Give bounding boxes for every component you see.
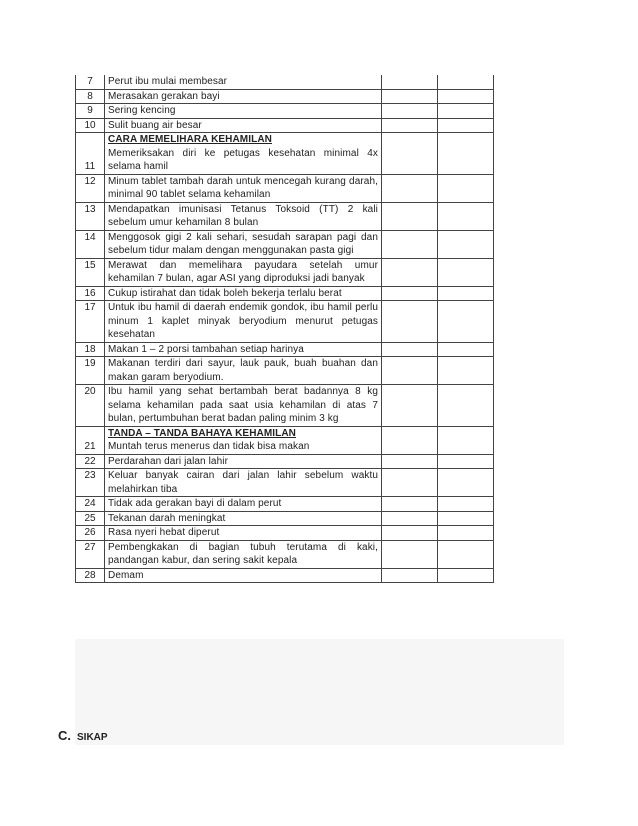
row-number: 7 [76, 75, 105, 89]
row-number: 20 [76, 385, 105, 427]
answer-cell-1 [382, 75, 438, 89]
answer-cell-2 [438, 286, 494, 301]
answer-cell-1 [382, 174, 438, 202]
table-row [76, 469, 494, 497]
checklist-table [75, 75, 494, 583]
answer-cell-2 [438, 230, 494, 258]
answer-cell-2 [438, 540, 494, 568]
row-number: 12 [76, 174, 105, 202]
answer-cell-1 [382, 526, 438, 541]
row-statement: Tekanan darah meningkat [105, 511, 382, 526]
answer-cell-2 [438, 301, 494, 343]
table-row [76, 342, 494, 357]
table-row [76, 133, 494, 175]
table-row [76, 104, 494, 119]
answer-cell-2 [438, 75, 494, 89]
answer-cell-2 [438, 454, 494, 469]
table-row [76, 230, 494, 258]
row-number: 8 [76, 89, 105, 104]
answer-cell-2 [438, 385, 494, 427]
row-number: 13 [76, 202, 105, 230]
answer-cell-1 [382, 357, 438, 385]
table-row [76, 118, 494, 133]
answer-cell-2 [438, 118, 494, 133]
row-number: 17 [76, 301, 105, 343]
table-row [76, 357, 494, 385]
answer-cell-1 [382, 426, 438, 454]
page-footer-area [75, 639, 564, 745]
answer-cell-2 [438, 104, 494, 119]
row-number: 16 [76, 286, 105, 301]
answer-cell-1 [382, 202, 438, 230]
answer-cell-1 [382, 469, 438, 497]
answer-cell-1 [382, 230, 438, 258]
row-number: 19 [76, 357, 105, 385]
table-row [76, 174, 494, 202]
answer-cell-1 [382, 342, 438, 357]
row-statement: Rasa nyeri hebat diperut [105, 526, 382, 541]
table-row [76, 202, 494, 230]
table-row [76, 568, 494, 583]
answer-cell-1 [382, 454, 438, 469]
answer-cell-2 [438, 342, 494, 357]
row-number: 9 [76, 104, 105, 119]
row-statement: Memeriksakan diri ke petugas kesehatan minimal 4x selama hamil [108, 147, 378, 172]
row-statement: Muntah terus menerus dan tidak bisa makan [108, 441, 310, 452]
table-row [76, 540, 494, 568]
answer-cell-1 [382, 286, 438, 301]
table-row [76, 526, 494, 541]
answer-cell-2 [438, 469, 494, 497]
table-row [76, 286, 494, 301]
answer-cell-1 [382, 511, 438, 526]
section-title: SIKAP [77, 732, 108, 743]
table-row [76, 454, 494, 469]
answer-cell-1 [382, 568, 438, 583]
section-heading-cara-memelihara: CARA MEMELIHARA KEHAMILAN [108, 134, 272, 145]
row-statement-cell [105, 133, 382, 175]
row-statement: Cukup istirahat dan tidak boleh bekerja terlalu berat [105, 286, 382, 301]
row-statement: Sulit buang air besar [105, 118, 382, 133]
answer-cell-1 [382, 385, 438, 427]
table-row [76, 426, 494, 454]
answer-cell-2 [438, 497, 494, 512]
row-statement: Demam [105, 568, 382, 583]
row-number: 24 [76, 497, 105, 512]
row-number: 26 [76, 526, 105, 541]
answer-cell-1 [382, 118, 438, 133]
row-statement: Minum tablet tambah darah untuk mencegah kurang darah, minimal 90 tablet selama kehamilan [105, 174, 382, 202]
answer-cell-2 [438, 426, 494, 454]
row-number: 27 [76, 540, 105, 568]
row-statement: Perut ibu mulai membesar [105, 75, 382, 89]
row-statement: Menggosok gigi 2 kali sehari, sesudah sarapan pagi dan sebelum tidur malam dengan menggunakan pasta gigi [105, 230, 382, 258]
section-letter: C. [58, 728, 71, 743]
row-number: 15 [76, 258, 105, 286]
answer-cell-2 [438, 202, 494, 230]
checklist-table-wrapper [75, 75, 494, 583]
row-number: 23 [76, 469, 105, 497]
row-statement: Merasakan gerakan bayi [105, 89, 382, 104]
answer-cell-2 [438, 258, 494, 286]
table-row [76, 511, 494, 526]
answer-cell-2 [438, 526, 494, 541]
row-statement: Makanan terdiri dari sayur, lauk pauk, buah buahan dan makan garam beryodium. [105, 357, 382, 385]
row-statement-cell [105, 426, 382, 454]
section-c-heading [58, 728, 108, 743]
answer-cell-1 [382, 104, 438, 119]
section-heading-tanda-bahaya: TANDA – TANDA BAHAYA KEHAMILAN [108, 427, 297, 439]
answer-cell-1 [382, 301, 438, 343]
row-number: 10 [76, 118, 105, 133]
answer-cell-2 [438, 568, 494, 583]
answer-cell-1 [382, 258, 438, 286]
table-row [76, 301, 494, 343]
row-statement: Keluar banyak cairan dari jalan lahir sebelum waktu melahirkan tiba [105, 469, 382, 497]
row-number: 28 [76, 568, 105, 583]
answer-cell-1 [382, 540, 438, 568]
row-statement: Tidak ada gerakan bayi di dalam perut [105, 497, 382, 512]
answer-cell-1 [382, 89, 438, 104]
row-statement: Mendapatkan imunisasi Tetanus Toksoid (TT) 2 kali sebelum umur kehamilan 8 bulan [105, 202, 382, 230]
row-statement: Pembengkakan di bagian tubuh terutama di kaki, pandangan kabur, dan sering sakit kepala [105, 540, 382, 568]
row-number: 11 [76, 133, 105, 175]
answer-cell-2 [438, 133, 494, 175]
answer-cell-2 [438, 357, 494, 385]
answer-cell-2 [438, 174, 494, 202]
answer-cell-1 [382, 133, 438, 175]
row-number: 25 [76, 511, 105, 526]
table-row [76, 385, 494, 427]
row-number: 22 [76, 454, 105, 469]
answer-cell-2 [438, 511, 494, 526]
table-row [76, 75, 494, 89]
table-row [76, 497, 494, 512]
answer-cell-2 [438, 89, 494, 104]
row-number: 18 [76, 342, 105, 357]
row-statement: Merawat dan memelihara payudara setelah umur kehamilan 7 bulan, agar ASI yang diproduksi jadi banyak [105, 258, 382, 286]
row-statement: Ibu hamil yang sehat bertambah berat badannya 8 kg selama kehamilan pada saat usia kehamilan di atas 7 bulan, pertumbuhan berat badan paling minim 3 kg [105, 385, 382, 427]
row-statement: Sering kencing [105, 104, 382, 119]
row-number: 14 [76, 230, 105, 258]
row-statement: Untuk ibu hamil di daerah endemik gondok, ibu hamil perlu minum 1 kaplet minyak beryodium menurut petugas kesehatan [105, 301, 382, 343]
table-row [76, 258, 494, 286]
table-row [76, 89, 494, 104]
row-statement: Perdarahan dari jalan lahir [105, 454, 382, 469]
row-statement: Makan 1 – 2 porsi tambahan setiap harinya [105, 342, 382, 357]
row-number: 21 [76, 426, 105, 454]
answer-cell-1 [382, 497, 438, 512]
